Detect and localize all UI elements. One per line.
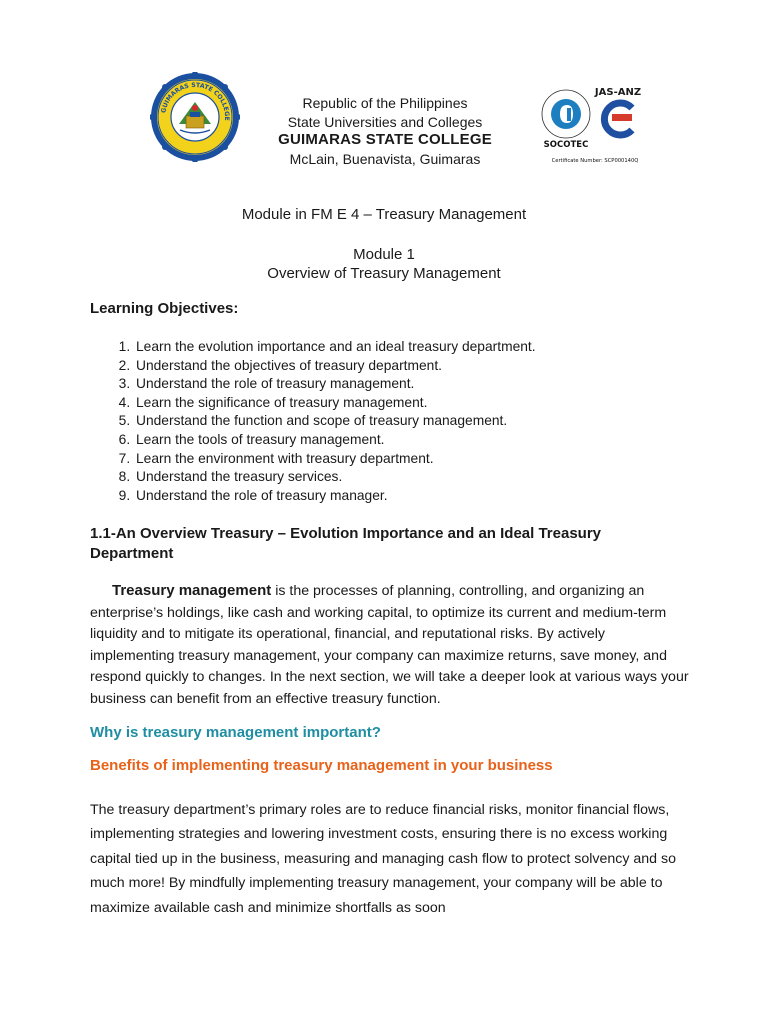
header-line-suc: State Universities and Colleges <box>287 113 483 130</box>
objective-item: 8. Understand the treasury services. <box>134 468 536 487</box>
objective-item: 3. Understand the role of treasury management. <box>134 375 536 394</box>
intro-paragraph-text: is the processes of planning, controlling, and organizing an enterprise’s holdings, like cash and working capital, to optimize its current and medium-term liquidity and to mitigate its operational, financial, and reputational risks. By actively implementing treasury management, your company can maximize returns, save money, and respond quickly to changes. In the next section, we will take a deeper look at various ways your business can benefit from an effective treasury function. <box>90 583 689 707</box>
module-title: Overview of Treasury Management <box>267 265 501 282</box>
objective-item: 7. Learn the environment with treasury department. <box>134 450 536 469</box>
module-number-block <box>0 245 768 283</box>
module-course-title: Module in FM E 4 – Treasury Management <box>241 206 527 223</box>
objective-item: 5. Understand the function and scope of treasury management. <box>134 412 536 431</box>
svg-text:GUIMARAS STATE COLLEGE: GUIMARAS STATE COLLEGE <box>160 81 231 121</box>
intro-lead-term: Treasury management <box>112 582 272 599</box>
objective-item: 6. Learn the tools of treasury management. <box>134 431 536 450</box>
college-seal-logo <box>150 72 240 162</box>
header-line-republic: Republic of the Philippines <box>302 95 468 111</box>
objective-item: 1. Learn the evolution importance and an ideal treasury department. <box>134 338 536 357</box>
module-number: Module 1 <box>353 246 415 263</box>
institution-header <box>230 94 540 168</box>
intro-paragraph <box>90 580 690 711</box>
section-heading-line1: 1.1-An Overview Treasury – Evolution Importance and an Ideal Treasury <box>90 525 602 542</box>
benefits-heading: Benefits of implementing treasury management in your business <box>90 757 553 774</box>
objective-item: 9. Understand the role of treasury manager. <box>134 487 536 506</box>
objective-item: 4. Learn the significance of treasury management. <box>134 394 536 413</box>
learning-objectives-list <box>112 338 536 505</box>
objective-item: 2. Understand the objectives of treasury department. <box>134 357 536 376</box>
section-heading-line2: Department <box>90 545 174 562</box>
learning-objectives-heading: Learning Objectives: <box>90 300 239 317</box>
college-name: GUIMARAS STATE COLLEGE <box>278 131 492 148</box>
college-address: McLain, Buenavista, Guimaras <box>289 150 481 167</box>
svg-text:JAS-ANZ: JAS-ANZ <box>594 87 642 98</box>
section-heading <box>90 524 690 564</box>
svg-text:Certificate Number: SCP000140Q: Certificate Number: SCP000140Q <box>551 158 639 164</box>
benefits-paragraph: The treasury department’s primary roles are to reduce financial risks, monitor financial flows, implementing strategies and lowering investment costs, ensuring there is no excess working capital tied up in the business, measuring and managing cash flow to protect solvency and so much more! By mindfully implementing treasury management, your company will be able to maximize available cash and minimize shortfalls as soon <box>90 802 676 916</box>
svg-text:SOCOTEC: SOCOTEC <box>543 140 589 150</box>
certification-logo <box>540 84 650 166</box>
why-important-heading: Why is treasury management important? <box>90 724 381 741</box>
